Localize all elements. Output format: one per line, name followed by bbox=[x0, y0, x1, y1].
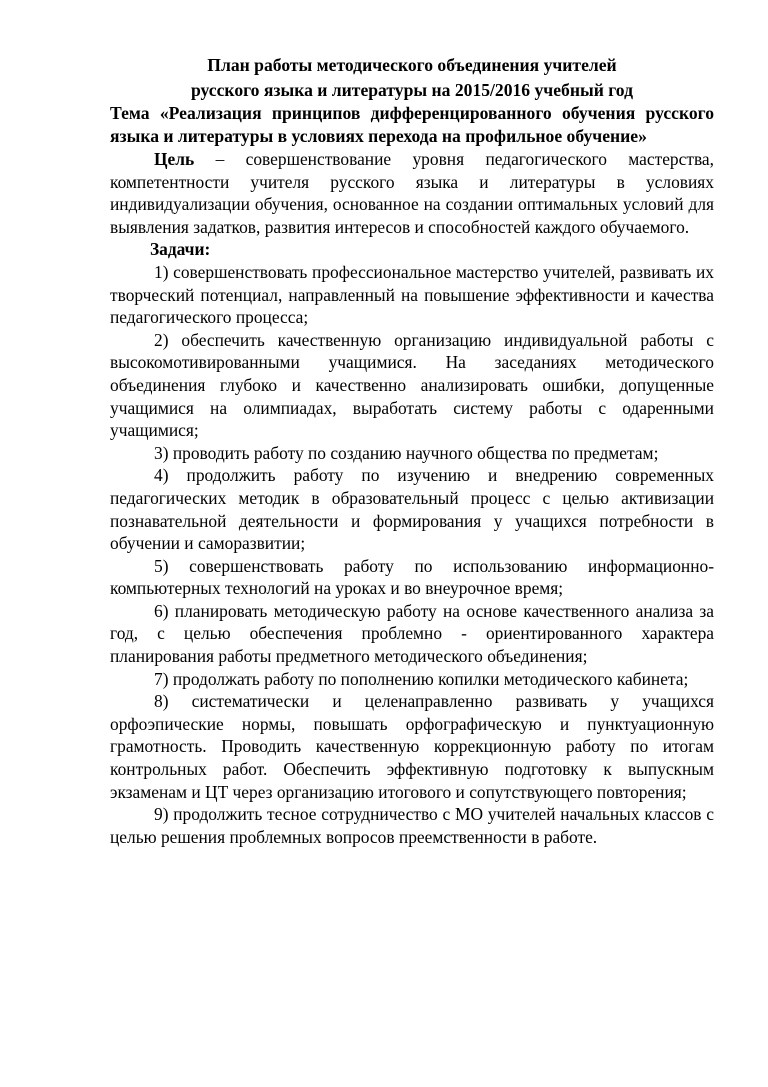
goal-paragraph bbox=[110, 148, 714, 238]
goal-text: – совершенствование уровня педагогического мастерства, компетентности учителя русского языка и литературы в условиях индивидуализации обучения, основанное на создании оптимальных условий для выявления задатков, развития интересов и способностей каждого обучаемого. bbox=[110, 149, 714, 237]
task-item-5: 5) совершенствовать работу по использованию информационно-компьютерных технологий на уроках и во внеурочное время; bbox=[110, 555, 714, 599]
task-item-3: 3) проводить работу по созданию научного общества по предметам; bbox=[154, 442, 659, 463]
goal-label: Цель bbox=[154, 149, 195, 169]
task-item-8: 8) систематически и целенаправленно развивать у учащихся орфоэпические нормы, повышать орфографическую и пунктуационную грамотность. Проводить качественную коррекционную работу по итогам контрольных работ. Обеспечить эффективную подготовку к выпускным экзаменам и ЦТ через организацию итогового и сопутствующего повторения; bbox=[110, 691, 714, 802]
task-item-6: 6) планировать методическую работу на основе качественного анализа за год, с целью обеспечения проблемно - ориентированного характера планирования работы предметного методического объединения; bbox=[110, 600, 714, 667]
task-item-2: 2) обеспечить качественную организацию индивидуальной работы с высокомотивированными учащимися. На заседаниях методического объединения глубоко и качественно анализировать ошибки, допущенные учащимися на олимпиадах, выработать систему работы с одаренными учащимися; bbox=[110, 329, 714, 441]
title-line-1: План работы методического объединения учителей bbox=[207, 55, 617, 75]
task-item-9: 9) продолжить тесное сотрудничество с МО учителей начальных классов с целью решения проблемных вопросов преемственности в работе. bbox=[110, 804, 714, 847]
title-line-2: русского языка и литературы на 2015/2016 учебный год bbox=[191, 79, 633, 100]
document-title bbox=[110, 53, 714, 102]
tasks-heading: Задачи: bbox=[150, 239, 211, 260]
tasks-list bbox=[110, 261, 714, 848]
topic-text: «Реализация принципов дифференцированного обучения русского языка и литературы в условиях перехода на профильное обучение» bbox=[110, 103, 714, 146]
document-page bbox=[110, 53, 714, 848]
task-item-1: 1) совершенствовать профессиональное мастерство учителей, развивать их творческий потенциал, направленный на повышение эффективности и качества педагогического процесса; bbox=[110, 261, 714, 328]
topic-paragraph bbox=[110, 102, 714, 148]
task-item-7: 7) продолжать работу по пополнению копилки методического кабинета; bbox=[154, 668, 689, 689]
topic-label: Тема bbox=[110, 103, 150, 123]
task-item-4: 4) продолжить работу по изучению и внедрению современных педагогических методик в образовательный процесс с целью активизации познавательной деятельности и формирования у учащихся потребности в обучении и саморазвитии; bbox=[110, 465, 714, 554]
